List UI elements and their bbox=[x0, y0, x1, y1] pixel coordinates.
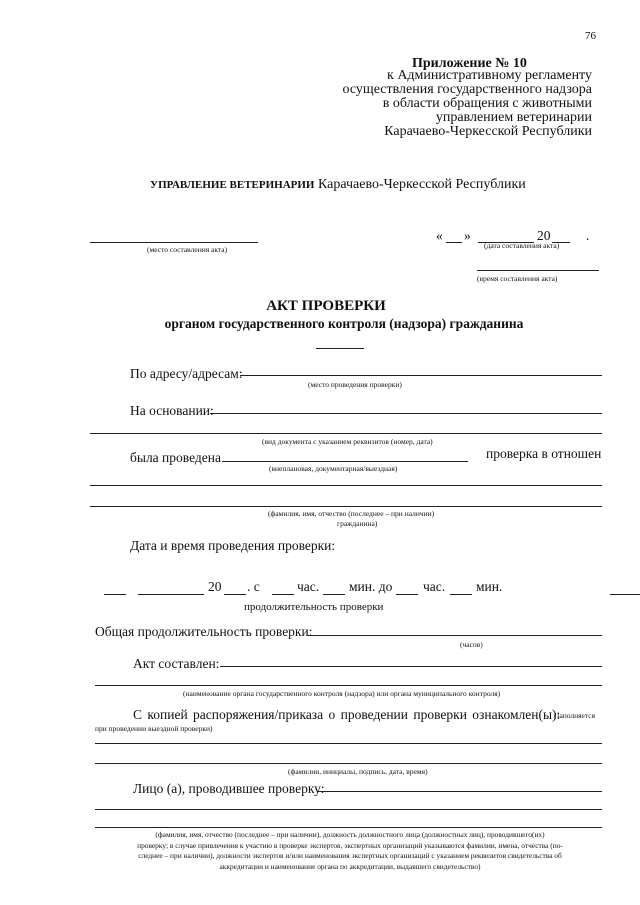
place-caption: (место составления акта) bbox=[147, 245, 228, 254]
act-title: АКТ ПРОВЕРКИ bbox=[266, 298, 386, 314]
appendix-line: осуществления государственного надзора bbox=[342, 82, 592, 97]
address-field[interactable] bbox=[240, 375, 602, 376]
composed-caption: (наименование органа государственного контроля (надзора) или органа муниципального контроля) bbox=[183, 689, 501, 698]
act-number-field[interactable] bbox=[316, 348, 364, 349]
page-number: 76 bbox=[585, 30, 596, 42]
date-dot: . bbox=[586, 228, 590, 243]
conducted-caption: (внеплановая, документарная/выездная) bbox=[269, 464, 398, 473]
time-field[interactable] bbox=[477, 270, 599, 271]
organization-name bbox=[150, 177, 526, 193]
date-open-quote: « bbox=[436, 228, 443, 243]
dt-day-field[interactable] bbox=[104, 594, 126, 595]
appendix-line: в области обращения с животными bbox=[382, 96, 592, 111]
duration-caption: продолжительность проверки bbox=[244, 601, 384, 613]
inspector-field[interactable] bbox=[318, 791, 602, 792]
dt-min-to: мин. до bbox=[349, 579, 393, 594]
organization-name-bold: УПРАВЛЕНИЕ ВЕТЕРИНАРИИ bbox=[150, 179, 315, 191]
inspector-caption-line: (фамилия, имя, отчество (последнее – при наличии), должность должностного лица (должностных лиц), проводившего(их) bbox=[155, 830, 545, 839]
address-label: По адресу/адресам: bbox=[130, 366, 243, 381]
basis-label: На основании: bbox=[130, 403, 214, 418]
appendix-title: Приложение № 10 bbox=[412, 56, 527, 71]
composed-field[interactable] bbox=[220, 666, 602, 667]
basis-field-line[interactable] bbox=[90, 433, 602, 434]
copy-field-line[interactable] bbox=[95, 763, 602, 764]
appendix-line: к Административному регламенту bbox=[387, 68, 592, 83]
place-field[interactable] bbox=[90, 242, 258, 243]
date-close-quote: » bbox=[464, 228, 471, 243]
total-field[interactable] bbox=[308, 635, 602, 636]
composed-field-line[interactable] bbox=[95, 685, 602, 686]
dt-from: . с bbox=[247, 579, 260, 594]
person-field-line[interactable] bbox=[90, 485, 602, 486]
conducted-right-text: проверка в отношен bbox=[486, 446, 602, 461]
copy-text: С копией распоряжения/приказа о проведении проверки ознакомлен(ы): bbox=[133, 707, 561, 722]
inspector-label: Лицо (а), проводившее проверку: bbox=[133, 781, 325, 796]
datetime-label: Дата и время проведения проверки: bbox=[130, 538, 336, 553]
time-caption: (время составления акта) bbox=[477, 274, 558, 283]
dt-hours1: час. bbox=[297, 579, 320, 594]
dt-hour-from-field[interactable] bbox=[272, 594, 294, 595]
dt-hours2: час. bbox=[423, 579, 446, 594]
composed-label: Акт составлен: bbox=[133, 656, 220, 671]
date-day-field[interactable] bbox=[446, 242, 462, 243]
conducted-label: была проведена bbox=[130, 450, 221, 465]
inspector-caption-line: проверку; в случае привлечения к участию в проверке экспертов, экспертных организаций указываются фамилии, имена, отчества (по- bbox=[137, 840, 563, 850]
copy-note: (заполняется bbox=[554, 711, 596, 720]
date-caption: (дата составления акта) bbox=[484, 241, 560, 250]
basis-field[interactable] bbox=[210, 413, 602, 414]
basis-caption: (вид документа с указанием реквизитов (номер, дата) bbox=[262, 437, 433, 446]
inspector-caption-line: следнее – при наличии), должности экспертов и/или наименования экспертных организаций с указанием реквизитов свидетельства об bbox=[138, 851, 562, 860]
conducted-type-field[interactable] bbox=[222, 461, 468, 462]
dt-min-to-field[interactable] bbox=[450, 594, 472, 595]
appendix-line: Карачаево-Черкесской Республики bbox=[384, 124, 592, 139]
inspector-field-line[interactable] bbox=[95, 809, 602, 810]
copy-caption: (фамилии, инициалы, подпись, дата, время) bbox=[288, 767, 428, 776]
inspector-field-line[interactable] bbox=[95, 827, 602, 828]
dt-month-field[interactable] bbox=[138, 594, 204, 595]
copy-field-line[interactable] bbox=[95, 743, 602, 744]
appendix-subtitle bbox=[343, 69, 592, 139]
date-year: 20 bbox=[537, 228, 551, 243]
dt-extra-field[interactable] bbox=[610, 594, 640, 595]
dt-year: 20 bbox=[208, 579, 222, 594]
address-caption: (место проведения проверки) bbox=[308, 380, 402, 389]
person-field-line[interactable] bbox=[90, 506, 602, 507]
copy-note: при проведении выездной проверки) bbox=[95, 724, 213, 733]
person-caption: гражданина) bbox=[337, 519, 378, 528]
dt-hour-to-field[interactable] bbox=[396, 594, 418, 595]
dt-year-field[interactable] bbox=[224, 594, 246, 595]
dt-min: мин. bbox=[476, 579, 503, 594]
total-label: Общая продолжительность проверки: bbox=[95, 624, 313, 639]
dt-min-from-field[interactable] bbox=[323, 594, 345, 595]
person-caption: (фамилия, имя, отчество (последнее – при наличии) bbox=[268, 509, 435, 518]
inspector-caption-line: аккредитации и наименование органа по аккредитации, выдавшего свидетельство) bbox=[219, 861, 481, 871]
inspector-caption bbox=[95, 830, 605, 872]
act-subtitle: органом государственного контроля (надзора) гражданина bbox=[164, 316, 524, 331]
total-caption: (часов) bbox=[460, 640, 483, 649]
appendix-line: управлением ветеринарии bbox=[435, 110, 592, 125]
organization-name-normal: Карачаево-Черкесской Республики bbox=[318, 177, 526, 192]
